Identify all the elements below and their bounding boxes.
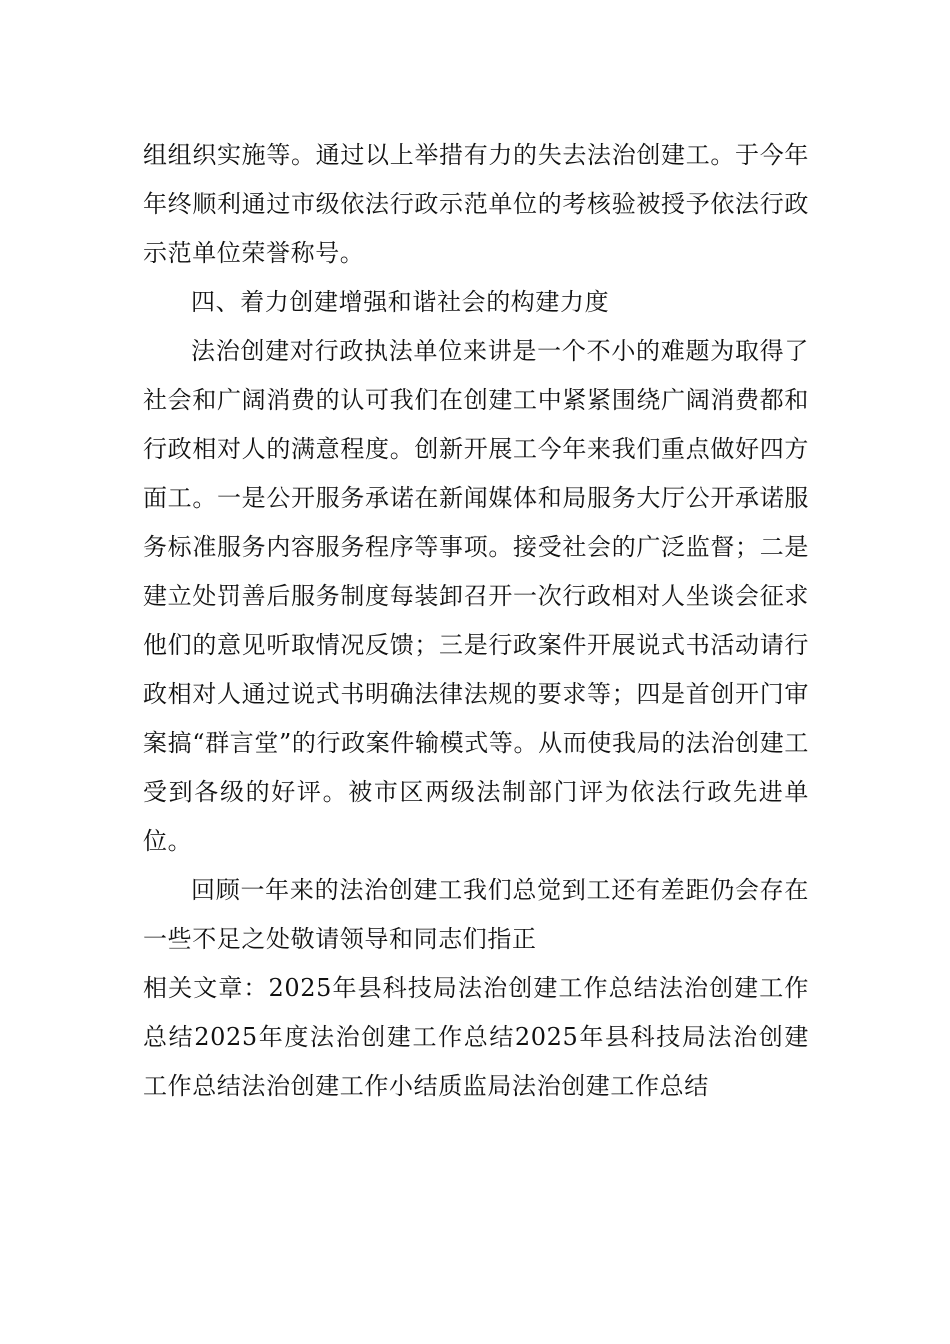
section-heading: 四、着力创建增强和谐社会的构建力度 bbox=[191, 288, 610, 316]
related-articles: 相关文章：2025年县科技局法治创建工作总结法治创建工作总结2025年度法治创建工作总结2025年县科技局法治创建工作总结法治创建工作小结质监局法治创建工作总结 bbox=[143, 974, 809, 1100]
paragraph-closing: 回顾一年来的法治创建工我们总觉到工还有差距仍会存在一些不足之处敬请领导和同志们指正 bbox=[143, 876, 809, 953]
paragraph-continuation: 组组织实施等。通过以上举措有力的失去法治创建工。于今年年终顺利通过市级依法行政示范单位的考核验被授予依法行政示范单位荣誉称号。 bbox=[143, 141, 809, 267]
paragraph-body: 法治创建对行政执法单位来讲是一个不小的难题为取得了社会和广阔消费的认可我们在创建工中紧紧围绕广阔消费都和行政相对人的满意程度。创新开展工今年来我们重点做好四方面工。一是公开服务承诺在新闻媒体和局服务大厅公开承诺服务标准服务内容服务程序等事项。接受社会的广泛监督；二是建立处罚善后服务制度每装卸召开一次行政相对人坐谈会征求他们的意见听取情况反馈；三是行政案件开展说式书活动请行政相对人通过说式书明确法律法规的要求等；四是首创开门审案搞“群言堂”的行政案件输模式等。从而使我局的法治创建工受到各级的好评。被市区两级法制部门评为依法行政先进单位。 bbox=[143, 337, 809, 855]
document-body bbox=[143, 131, 809, 1111]
